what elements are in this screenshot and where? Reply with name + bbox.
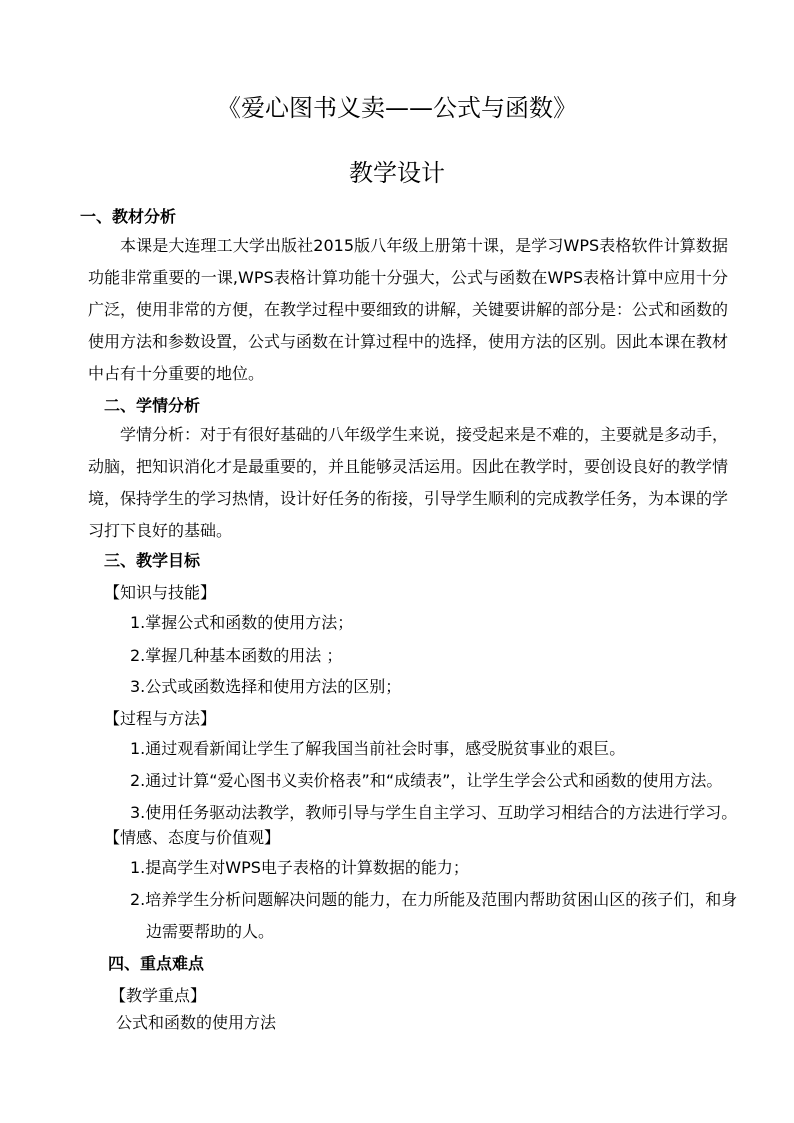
key-points-label: 【教学重点】 [110, 986, 207, 1005]
process-item-1: 1.通过观看新闻让学生了解我国当前社会时事，感受脱贫事业的艰巨。 [130, 739, 626, 758]
document-subtitle: 教学设计 [349, 159, 445, 187]
textbook-analysis-paragraph: 本课是大连理工大学出版社2015版八年级上册第十课，是学习WPS表格软件计算数据功能非常重要的一课,WPS表格计算功能十分强大，公式与函数在WPS表格计算中应用十分广泛，使用非常的方便，在教学过程中要细致的讲解，关键要讲解的部分是：公式和函数的使用方法和参数设置，公式与函数在计算过程中的选择，使用方法的区别。因此本课在教材中占有十分重要的地位。 [88, 236, 729, 383]
section-heading-textbook-analysis: 一、教材分析 [80, 207, 177, 226]
knowledge-item-3: 3.公式或函数选择和使用方法的区别； [130, 677, 402, 696]
emotion-item-1: 1.提高学生对WPS电子表格的计算数据的能力； [130, 858, 469, 877]
section-heading-teaching-goals: 三、教学目标 [104, 551, 201, 570]
document-title: 《爱心图书义卖——公式与函数》 [217, 94, 577, 122]
emotion-item-2: 2.培养学生分析问题解决问题的能力，在力所能及范围内帮助贫困山区的孩子们，和身边需要帮助的人。 [130, 890, 738, 941]
knowledge-item-2: 2.掌握几种基本函数的用法 ； [130, 646, 343, 665]
knowledge-skills-label: 【知识与技能】 [104, 583, 217, 602]
key-points-text: 公式和函数的使用方法 [116, 1013, 277, 1032]
section-heading-student-analysis: 二、学情分析 [104, 396, 201, 415]
process-item-2: 2.通过计算“爱心图书义卖价格表”和“成绩表”，让学生学会公式和函数的使用方法。 [130, 771, 723, 790]
knowledge-item-1: 1.掌握公式和函数的使用方法； [130, 613, 354, 632]
emotion-values-label: 【情感、态度与价值观】 [104, 828, 281, 847]
process-item-3: 3.使用任务驱动法教学，教师引导与学生自主学习、互助学习相结合的方法进行学习。 [130, 803, 738, 822]
student-analysis-paragraph: 学情分析：对于有很好基础的八年级学生来说，接受起来是不难的，主要就是多动手，动脑，把知识消化才是最重要的，并且能够灵活运用。因此在教学时，要创设良好的教学情境，保持学生的学习热情，设计好任务的衔接，引导学生顺利的完成教学任务，为本课的学习打下良好的基础。 [88, 425, 729, 540]
section-heading-key-points: 四、重点难点 [108, 954, 205, 973]
process-methods-label: 【过程与方法】 [104, 709, 217, 728]
